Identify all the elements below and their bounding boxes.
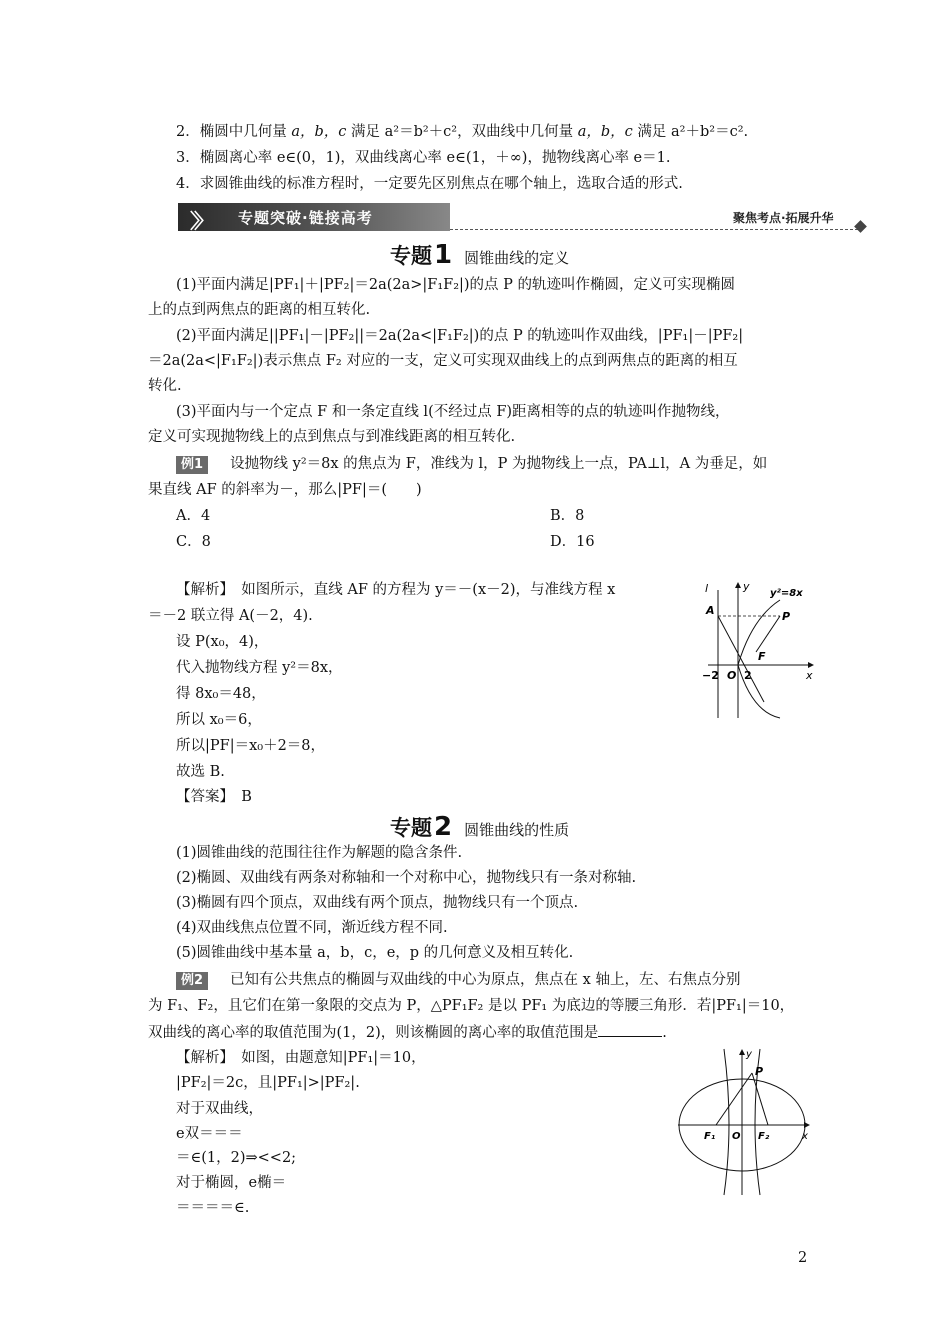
solution1-line8: 故选 B. xyxy=(176,764,225,780)
label-y: y xyxy=(743,580,750,593)
arrow-icon xyxy=(735,582,741,588)
section-banner xyxy=(178,203,868,233)
topic2-p1: (1)圆锥曲线的范围往往作为解题的隐含条件. xyxy=(176,845,463,861)
solution2-line3: 对于双曲线， xyxy=(176,1101,263,1117)
topic-name: 圆锥曲线的性质 xyxy=(464,821,570,839)
line-pf xyxy=(756,616,780,652)
label-p: P xyxy=(755,1065,764,1078)
summary-line-3: 3．椭圆离心率 e∈(0，1)，双曲线离心率 e∈(1，＋∞)，抛物线离心率 e＝1. xyxy=(176,150,671,166)
ellipse-hyperbola-figure xyxy=(676,1045,818,1197)
solution2-line6: 对于椭圆，e椭＝ xyxy=(176,1175,287,1191)
summary-line-2 xyxy=(176,122,748,142)
arrow-icon xyxy=(804,1122,810,1128)
example1-question-line1 xyxy=(176,454,767,474)
topic1-p1-line1: (1)平面内满足|PF₁|＋|PF₂|＝2a(2a>|F₁F₂|)的点 P 的轨迹叫作椭圆，定义可实现椭圆 xyxy=(176,277,736,293)
label-f2: F₂ xyxy=(758,1131,770,1142)
question-text: 双曲线的离心率的取值范围为(1，2)，则该椭圆的离心率的取值范围是 xyxy=(148,1025,599,1041)
label-p: P xyxy=(782,610,791,623)
topic2-p2: (2)椭圆、双曲线有两条对称轴和一个对称中心，抛物线只有一条对称轴. xyxy=(176,870,637,886)
solution1-line6: 所以 x₀＝6， xyxy=(176,712,262,728)
topic-name: 圆锥曲线的定义 xyxy=(464,249,570,267)
topic-word: 专题 xyxy=(390,816,432,840)
banner-divider xyxy=(450,229,858,230)
label-l: l xyxy=(705,582,709,595)
option-d: D．16 xyxy=(550,534,595,550)
example-tag: 例2 xyxy=(176,972,208,990)
label-o: O xyxy=(732,1131,741,1142)
answer-blank xyxy=(598,1022,662,1037)
solution2-line5: ＝∈(1，2)⇒<<2; xyxy=(176,1150,297,1166)
example-tag: 例1 xyxy=(176,456,208,474)
example1-question-line2: 果直线 AF 的斜率为－，那么|PF|＝( ) xyxy=(148,482,422,498)
example2-question-line3 xyxy=(148,1022,667,1043)
label-equation: y²=8x xyxy=(770,588,803,599)
segment-pf1 xyxy=(716,1073,752,1125)
option-a: A．4 xyxy=(176,508,211,524)
label-y: y xyxy=(746,1049,752,1060)
topic-word: 专题 xyxy=(390,244,432,268)
summary-vars: a，b，c xyxy=(291,124,347,140)
diamond-icon xyxy=(854,220,867,233)
topic2-p3: (3)椭圆有四个顶点，双曲线有两个顶点，抛物线只有一个顶点. xyxy=(176,895,579,911)
question-text: 设抛物线 y²＝8x 的焦点为 F，准线为 l，P 为抛物线上一点，PA⊥l，A 为垂足，如 xyxy=(230,456,768,472)
banner-title: 专题突破·链接高考 xyxy=(238,209,373,227)
example2-question-line1 xyxy=(176,970,740,990)
topic1-p2-line3: 转化. xyxy=(148,378,182,394)
summary-text: 满足 a²＝b²＋c²，双曲线中几何量 xyxy=(351,124,574,140)
topic1-p3-line1: (3)平面内与一个定点 F 和一条定直线 l(不经过点 F)距离相等的点的轨迹叫作抛物线， xyxy=(176,404,730,420)
example2-question-line2: 为 F₁、F₂，且它们在第一象限的交点为 P，△PF₁F₂ 是以 PF₁ 为底边的等腰三角形．若|PF₁|＝10， xyxy=(148,998,795,1014)
topic2-p4: (4)双曲线焦点位置不同，渐近线方程不同. xyxy=(176,920,448,936)
topic1-p2-line2: ＝2a(2a<|F₁F₂|)表示焦点 F₂ 对应的一支，定义可实现双曲线上的点到两焦点的距离的相互 xyxy=(148,353,738,369)
label-f: F xyxy=(758,650,766,663)
solution1-line3: 设 P(x₀，4)， xyxy=(176,634,269,650)
hyperbola-left xyxy=(724,1049,729,1195)
label-x: x xyxy=(806,669,813,682)
solution1-line5: 得 8x₀＝48， xyxy=(176,686,266,702)
label-o: O xyxy=(727,669,737,682)
parabola-figure xyxy=(700,578,820,720)
answer1: 【答案】 B xyxy=(176,789,252,805)
option-b: B．8 xyxy=(550,508,585,524)
solution2-line7: ＝＝＝＝∈. xyxy=(176,1200,250,1216)
solution2-line2: |PF₂|＝2c，且|PF₁|>|PF₂|. xyxy=(176,1075,360,1091)
topic2-p5: (5)圆锥曲线中基本量 a，b，c，e，p 的几何意义及相互转化. xyxy=(176,945,574,961)
banner-band xyxy=(178,203,450,231)
label-f1: F₁ xyxy=(704,1131,716,1142)
option-c: C．8 xyxy=(176,534,211,550)
question-text: 已知有公共焦点的椭圆与双曲线的中心为原点，焦点在 x 轴上，左、右焦点分别 xyxy=(230,972,741,988)
solution2-line4: e双＝＝＝ xyxy=(176,1126,243,1142)
page-number: 2 xyxy=(798,1250,808,1266)
solution1-line2: ＝－2 联立得 A(－2，4). xyxy=(148,608,313,624)
solution1-line7: 所以|PF|＝x₀＋2＝8， xyxy=(176,738,326,754)
solution2-line1: 【解析】 如图，由题意知|PF₁|＝10， xyxy=(176,1050,426,1066)
summary-vars: a，b，c xyxy=(577,124,633,140)
topic-number: 2 xyxy=(434,812,453,842)
topic-1-heading xyxy=(390,240,569,270)
topic1-p3-line2: 定义可实现抛物线上的点到焦点与到准线距离的相互转化. xyxy=(148,429,516,445)
topic-2-heading xyxy=(390,812,569,842)
solution1-line1: 【解析】 如图所示，直线 AF 的方程为 y＝－(x－2)，与准线方程 x xyxy=(176,582,616,598)
solution1-line4: 代入抛物线方程 y²＝8x， xyxy=(176,660,343,676)
topic1-p2-line1: (2)平面内满足||PF₁|－|PF₂||＝2a(2a<|F₁F₂|)的点 P 的轨迹叫作双曲线，|PF₁|－|PF₂| xyxy=(176,328,744,344)
summary-line-4: 4．求圆锥曲线的标准方程时，一定要先区别焦点在哪个轴上，选取合适的形式. xyxy=(176,176,683,192)
label-minus-2: −2 xyxy=(702,669,719,682)
arrow-icon xyxy=(808,662,814,668)
label-2: 2 xyxy=(744,669,752,682)
summary-text: 满足 a²＋b²＝c². xyxy=(637,124,749,140)
topic1-p1-line2: 上的点到两焦点的距离的相互转化. xyxy=(148,302,371,318)
chevron-right-icon: 〉〉 xyxy=(190,209,208,233)
label-a: A xyxy=(706,604,715,617)
summary-text: 2．椭圆中几何量 xyxy=(176,124,287,140)
label-x: x xyxy=(802,1131,808,1142)
banner-subtitle: 聚焦考点·拓展升华 xyxy=(733,211,834,225)
question-text: . xyxy=(662,1025,667,1041)
arrow-icon xyxy=(739,1049,745,1055)
topic-number: 1 xyxy=(434,240,453,270)
